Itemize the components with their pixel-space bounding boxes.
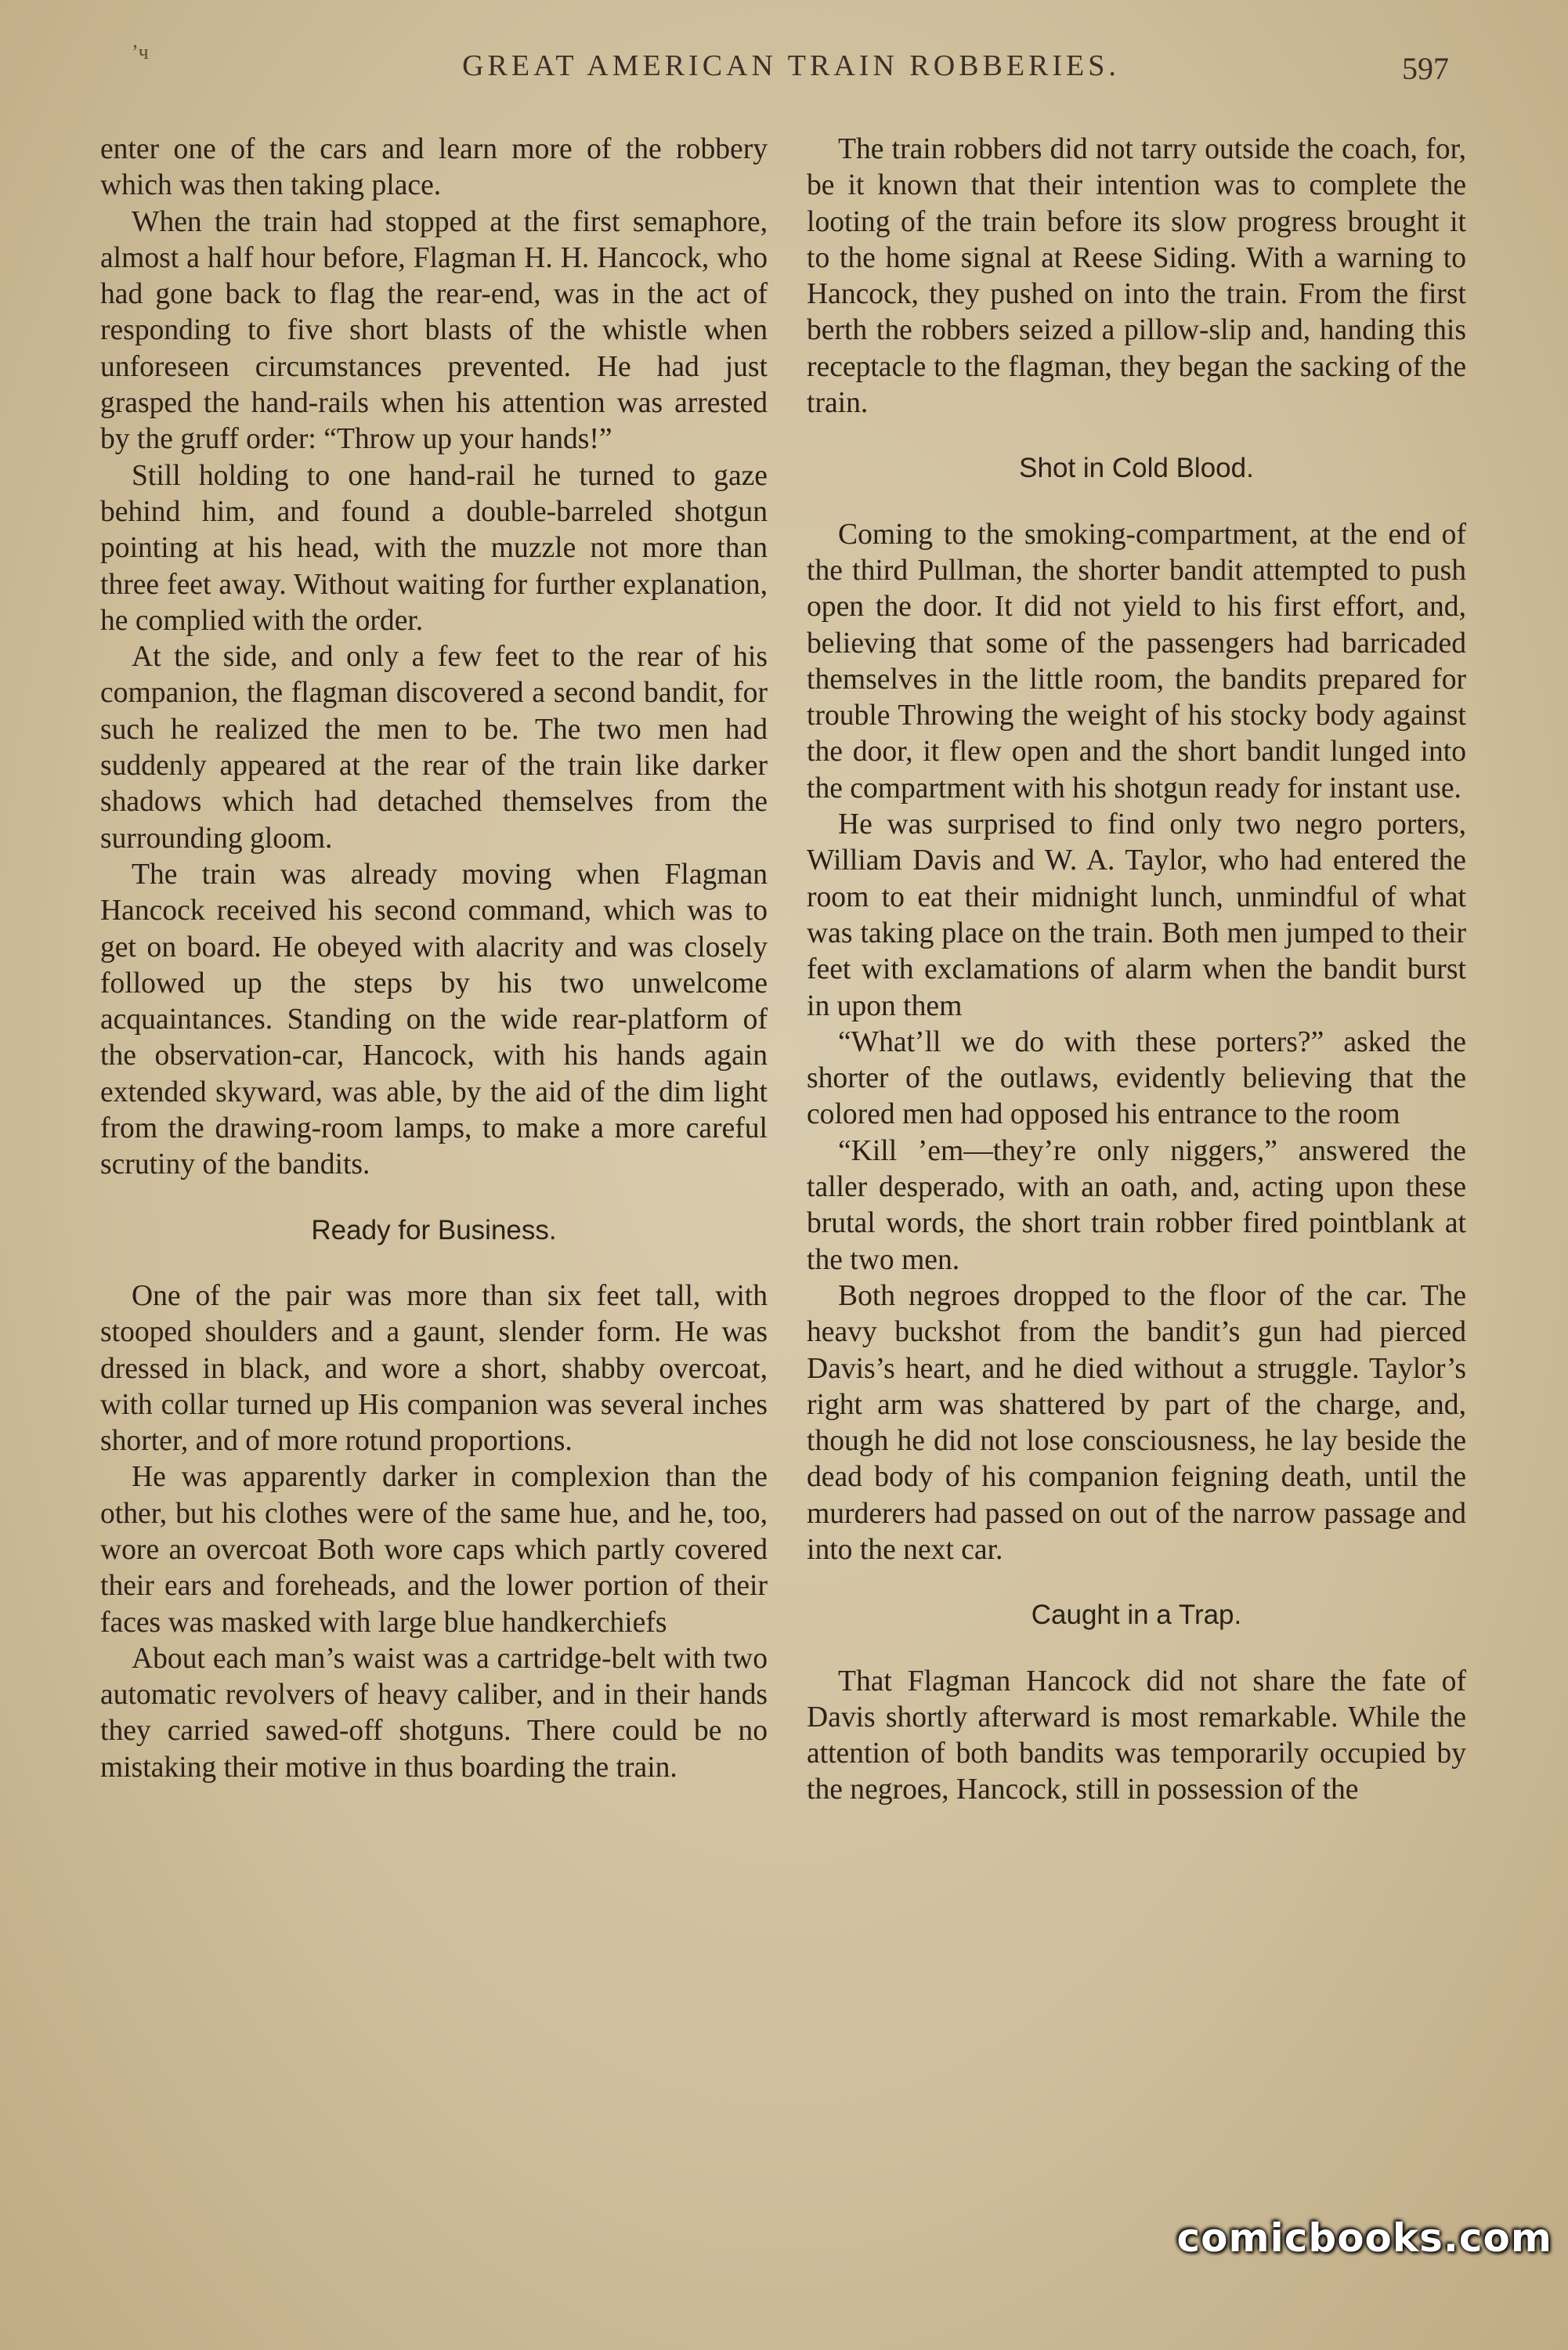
paragraph: The train was already moving when Flagman Hancock received his second command, which was to get on board. He obeyed with alacrity and was closely followed up the steps by his two unwelcome acquaintances. Standing on the wide rear-platform of the observation-car, Hancock, with his hands again extended skyward, was able, by the aid of the dim light from the drawing-room lamps, to make a more careful scrutiny of the bandits. (100, 858, 768, 1181)
left-column (100, 132, 768, 1786)
section-heading: Shot in Cold Blood. (1019, 453, 1254, 484)
running-title: GREAT AMERICAN TRAIN ROBBERIES. (462, 49, 1120, 82)
paragraph: He was surprised to find only two negro porters, William Davis and W. A. Taylor, who had entered the room to eat their midnight lunch, unmindful of what was taking place on the train. Both men jumped to their feet with exclamations of alarm when the bandit burst in upon them (807, 808, 1466, 1022)
page-mark: ’ч (132, 41, 149, 63)
paragraph: “What’ll we do with these porters?” asked the shorter of the outlaws, evidently believing that the colored men had opposed his entrance to the room (807, 1025, 1466, 1131)
paragraph: Both negroes dropped to the floor of the car. The heavy buckshot from the bandit’s gun had pierced Davis’s heart, and he died without a struggle. Taylor’s right arm was shattered by part of the charge, and, though he did not lose consciousness, he lay beside the dead body of his companion feigning death, until the murderers had passed on out of the narrow passage and into the next car. (807, 1279, 1466, 1566)
paragraph: “Kill ’em—they’re only niggers,” answered the taller desperado, with an oath, and, acting upon these brutal words, the short train robber fired pointblank at the two men. (807, 1134, 1466, 1276)
section-heading: Caught in a Trap. (1031, 1600, 1242, 1631)
paragraph: That Flagman Hancock did not share the fate of Davis shortly afterward is most remarkable. While the attention of both bandits was temporarily occupied by the negroes, Hancock, still in possession of the (807, 1665, 1466, 1806)
watermark: comicbooks.com (1176, 2215, 1552, 2261)
paragraph: About each man’s waist was a cartridge-belt with two automatic revolvers of heavy caliber, and in their hands they carried sawed-off shotguns. There could be no mistaking their motive in thus boarding the train. (100, 1642, 768, 1784)
section-heading: Ready for Business. (311, 1214, 557, 1246)
paragraph: One of the pair was more than six feet tall, with stooped shoulders and a gaunt, slender form. He was dressed in black, and wore a short, shabby overcoat, with collar turned up His companion was several inches shorter, and of more rotund proportions. (100, 1279, 768, 1458)
paragraph: At the side, and only a few feet to the rear of his companion, the flagman discovered a second bandit, for such he realized the men to be. The two men had suddenly appeared at the rear of the train like darker shadows which had detached themselves from the surrounding gloom. (100, 641, 768, 855)
paragraph: Coming to the smoking-compartment, at the end of the third Pullman, the shorter bandit attempted to push open the door. It did not yield to his first effort, and, believing that some of the passengers had barricaded themselves in the little room, the bandits prepared for trouble Throwing the weight of his stocky body against the door, it flew open and the short bandit lunged into the compartment with his shotgun ready for instant use. (807, 518, 1466, 804)
paragraph: He was apparently darker in complexion than the other, but his clothes were of the same hue, and he, too, wore an overcoat Both wore caps which partly covered their ears and foreheads, and the lower portion of their faces was masked with large blue handkerchiefs (100, 1461, 768, 1639)
page-number: 597 (1402, 51, 1449, 86)
paragraph: The train robbers did not tarry outside the coach, for, be it known that their intention was to complete the looting of the train before its slow progress brought it to the home signal at Reese Siding. With a warning to Hancock, they pushed on into the train. From the first berth the robbers seized a pillow-slip and, handing this receptacle to the flagman, they began the sacking of the train. (807, 133, 1466, 420)
right-column (807, 132, 1466, 1809)
paragraph: Still holding to one hand-rail he turned to gaze behind him, and found a double-barreled shotgun pointing at his head, with the muzzle not more than three feet away. Without waiting for further explanation, he complied with the order. (100, 459, 768, 637)
paragraph: When the train had stopped at the first semaphore, almost a half hour before, Flagman H. H. Hancock, who had gone back to flag the rear-end, was in the act of responding to five short blasts of the whistle when unforeseen circumstances prevented. He had just grasped the hand-rails when his attention was arrested by the gruff order: “Throw up your hands!” (100, 205, 768, 456)
paragraph: enter one of the cars and learn more of the robbery which was then taking place. (100, 133, 768, 202)
